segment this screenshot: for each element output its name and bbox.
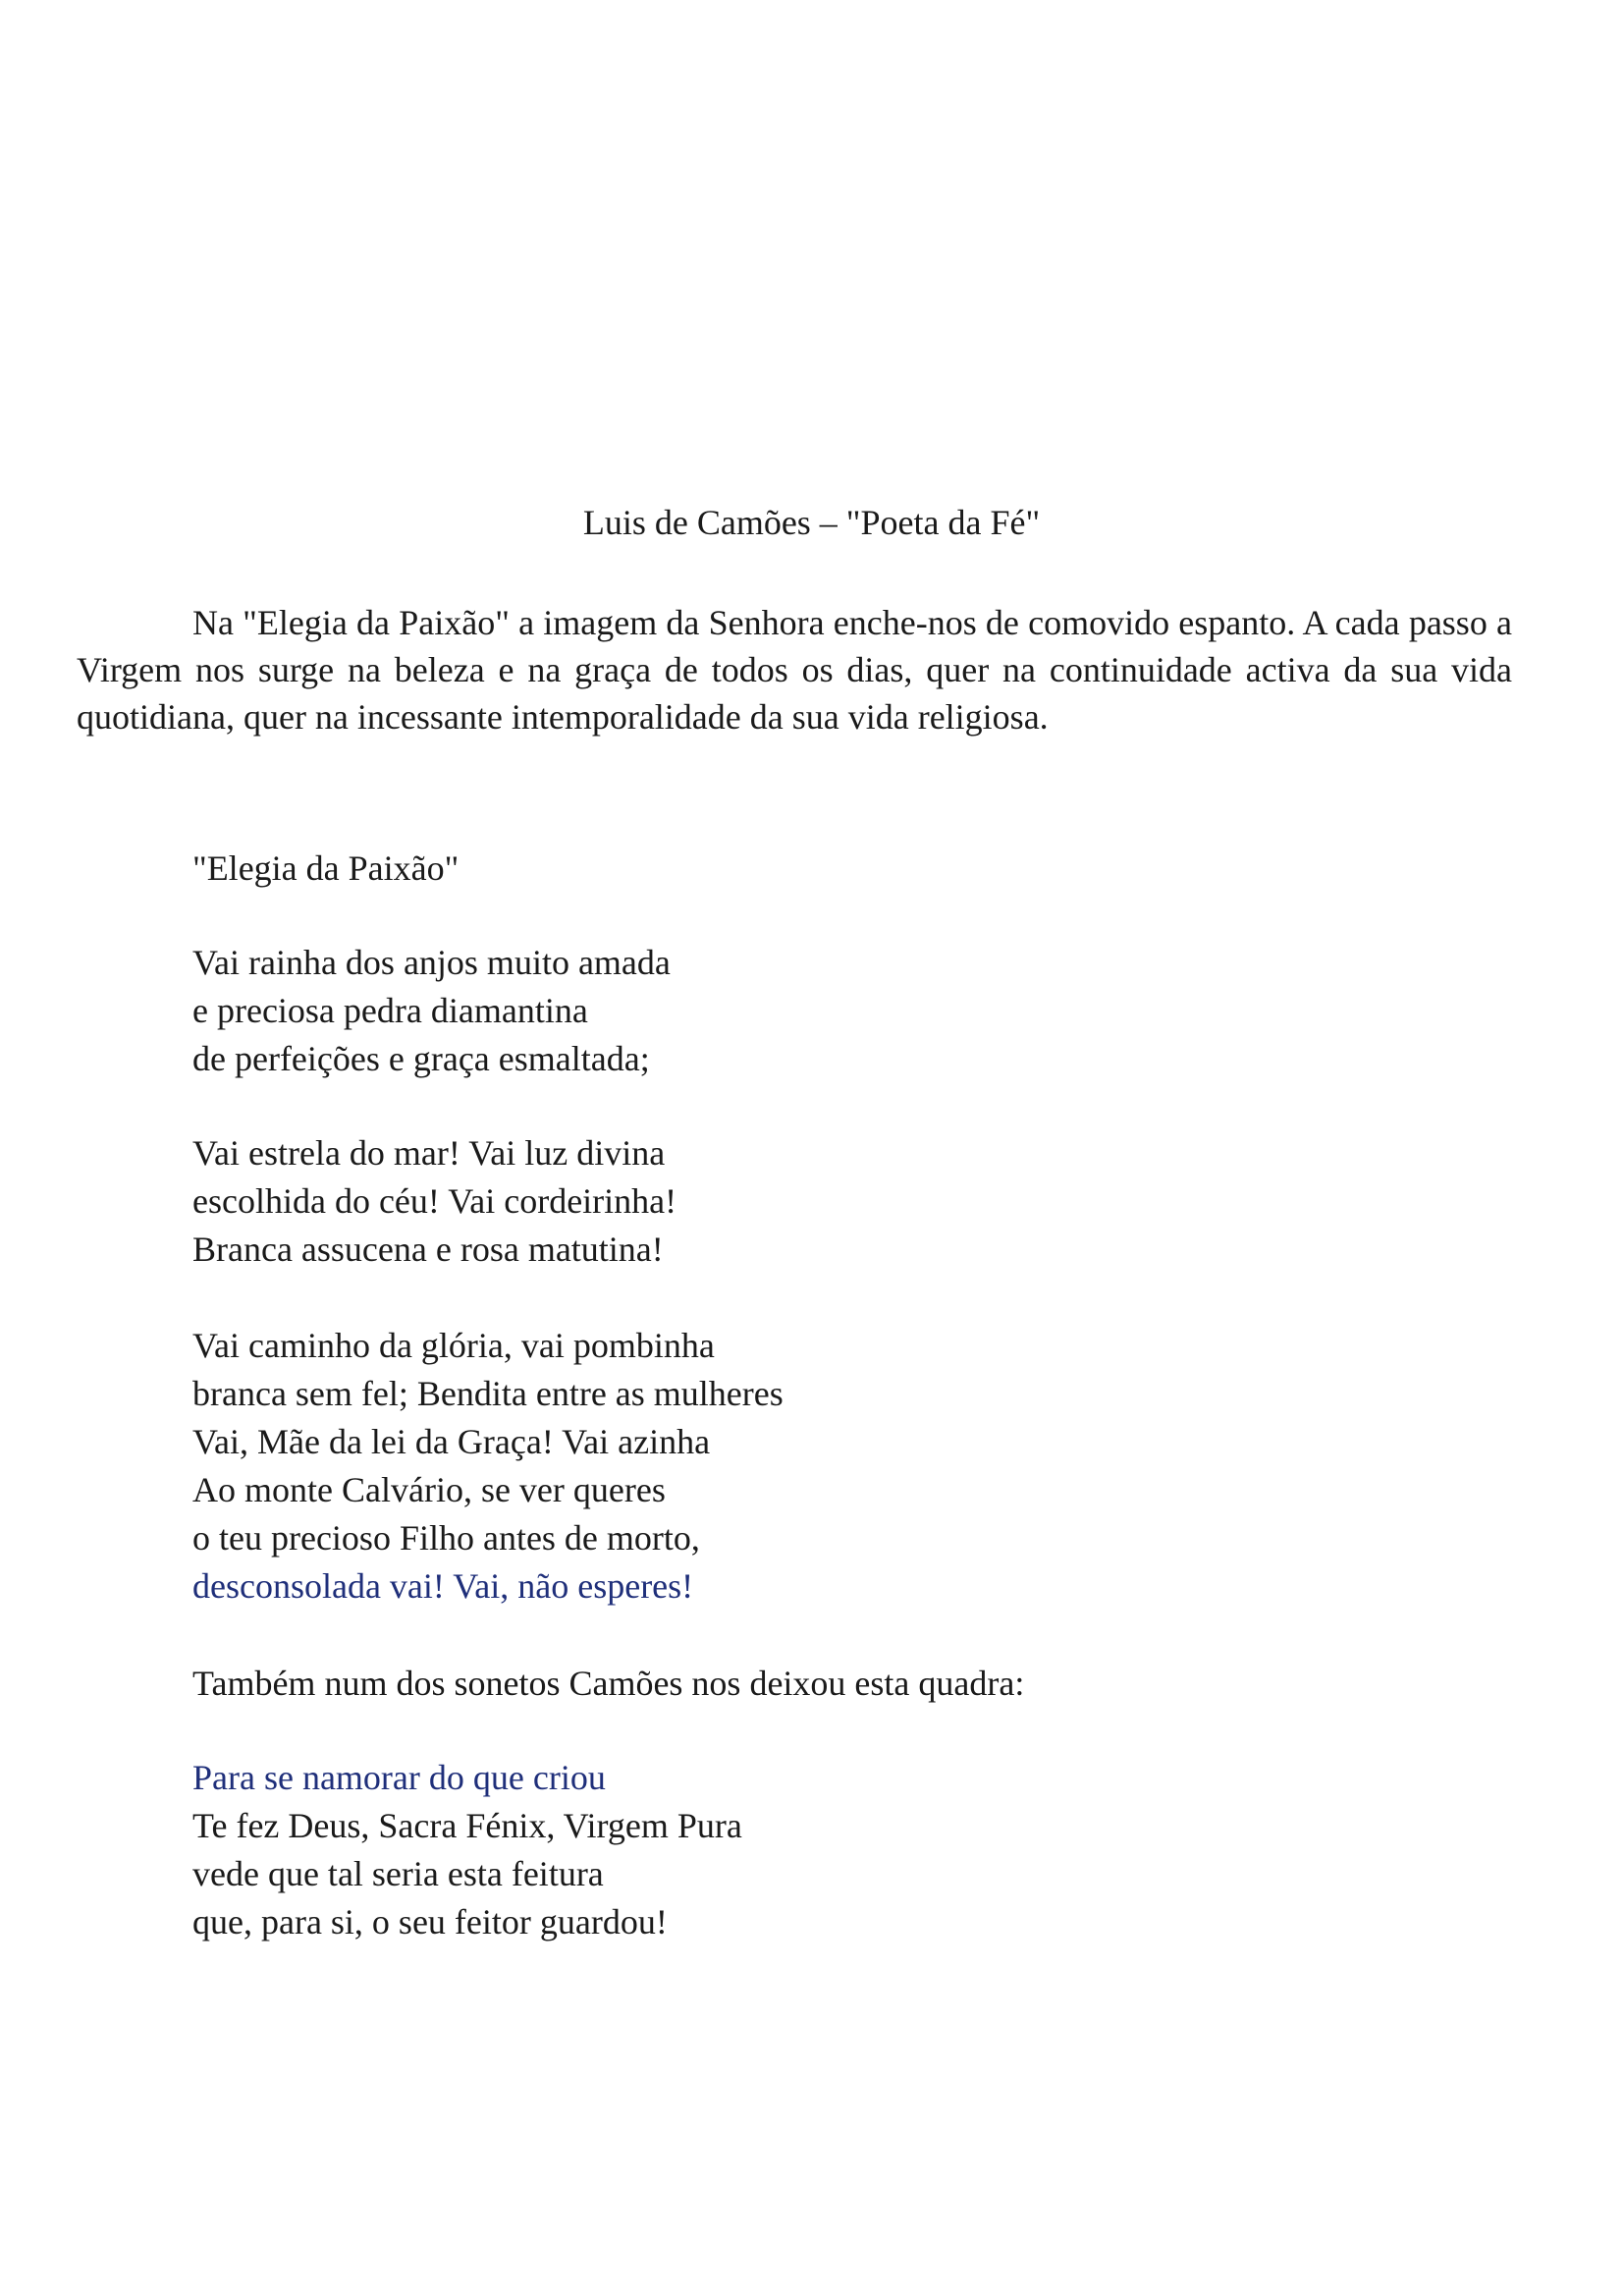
verse-line: e preciosa pedra diamantina: [192, 991, 588, 1030]
stanza-2: [192, 1129, 676, 1274]
verse-line: o teu precioso Filho antes de morto,: [192, 1518, 700, 1558]
sonnet-intro: Também num dos sonetos Camões nos deixou esta quadra:: [192, 1664, 1025, 1703]
verse-line: branca sem fel; Bendita entre as mulheres: [192, 1374, 784, 1413]
verse-line: Para se namorar do que criou: [192, 1758, 606, 1797]
stanza-1: [192, 939, 671, 1083]
verse-line: Ao monte Calvário, se ver queres: [192, 1470, 666, 1509]
stanza-3: [192, 1322, 784, 1611]
quatrain: [192, 1754, 742, 1946]
verse-line: Te fez Deus, Sacra Fénix, Virgem Pura: [192, 1806, 742, 1845]
sonnet-intro-block: [192, 1660, 1024, 1708]
page-title: Luis de Camões – "Poeta da Fé": [582, 503, 1041, 542]
poem-title: "Elegia da Paixão": [192, 848, 460, 888]
intro-text: Na "Elegia da Paixão" a imagem da Senhora enche-nos de comovido espanto. A cada passo a Virgem nos surge na beleza e na graça de todos os dias, quer na continuidade activa da sua vida quotidiana, quer na incessante intemporalidade da sua vida religiosa.: [77, 603, 1512, 737]
verse-line: de perfeições e graça esmaltada;: [192, 1039, 650, 1078]
verse-line: desconsolada vai! Vai, não esperes!: [192, 1566, 694, 1606]
verse-line: Vai, Mãe da lei da Graça! Vai azinha: [192, 1422, 711, 1461]
verse-line: Branca assucena e rosa matutina!: [192, 1230, 664, 1269]
verse-line: Vai caminho da glória, vai pombinha: [192, 1326, 715, 1365]
verse-line: vede que tal seria esta feitura: [192, 1854, 604, 1893]
verse-line: Vai rainha dos anjos muito amada: [192, 943, 671, 982]
intro-paragraph: [77, 599, 1512, 740]
verse-line: que, para si, o seu feitor guardou!: [192, 1902, 668, 1941]
poem-title-block: [192, 845, 459, 893]
verse-line: escolhida do céu! Vai cordeirinha!: [192, 1181, 677, 1221]
verse-line: Vai estrela do mar! Vai luz divina: [192, 1133, 666, 1173]
